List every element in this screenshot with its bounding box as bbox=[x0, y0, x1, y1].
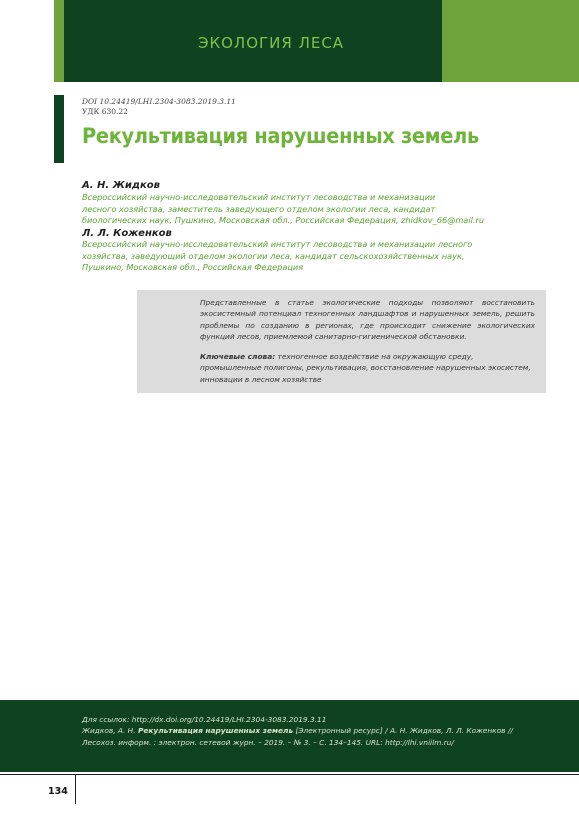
citation-line[interactable]: Лесохоз. информ. : электрон. сетевой журн. – 2019. – № 3. – С. 134–145. URL: http://lhi.vniilm.ru/ bbox=[82, 737, 454, 747]
author-name: А. Н. Жидков bbox=[82, 180, 160, 191]
header-green-block bbox=[442, 0, 579, 82]
article-title: Рекультивация нарушенных земель bbox=[82, 124, 479, 149]
doi-text[interactable]: DOI 10.24419/LHI.2304-3083.2019.3.11 bbox=[82, 97, 236, 106]
citation-title: Рекультивация нарушенных земель bbox=[137, 726, 294, 736]
page-number-divider bbox=[75, 774, 76, 804]
citation-line[interactable]: Для ссылок: http://dx.doi.org/10.24419/LHI.2304-3083.2019.3.11 bbox=[82, 715, 327, 724]
keywords bbox=[200, 351, 535, 385]
bottom-rule bbox=[0, 774, 579, 775]
citation-source: [Электронный ресурс] / А. Н. Жидков, Л. Л. Коженков // bbox=[293, 726, 513, 736]
affiliation-line: лесного хозяйства, заместитель заведующего отделом экологии леса, кандидат bbox=[82, 203, 436, 214]
keywords-label: Ключевые слова: bbox=[200, 352, 276, 361]
author-affiliation bbox=[82, 239, 492, 274]
author-affiliation bbox=[82, 192, 492, 227]
keywords-text: техногенное воздействие на окружающую среду, промышленные полигоны, рекультивация, восстановление нарушенных экосистем, инновации в лесном хозяйстве bbox=[200, 352, 531, 384]
header-accent-stripe bbox=[54, 0, 64, 82]
author-name: Л. Л. Коженков bbox=[82, 228, 172, 239]
citation-authors: Жидков, А. Н. bbox=[82, 726, 138, 736]
citation bbox=[82, 714, 522, 748]
title-side-bar bbox=[54, 95, 64, 163]
citation-line bbox=[82, 725, 522, 736]
abstract-text: Представленные в статье экологические подходы позволяют восстановить экосистемный потенциал техногенных ландшафтов и нарушенных земель, решить проблемы по созданию в регионах, где происходит снижение экологических функций лесов, приемлемой санитарно-гигиенической обстановки. bbox=[200, 298, 535, 341]
section-title: ЭКОЛОГИЯ ЛЕСА bbox=[198, 34, 345, 52]
page-number: 134 bbox=[48, 786, 68, 797]
udk-text: УДК 630.22 bbox=[82, 107, 128, 116]
affiliation-line: биологических наук, Пушкино, Московская обл., Российская Федерация, zhidkov_66@mail.ru bbox=[82, 215, 485, 225]
affiliation-line: Всероссийский научно-исследовательский институт лесоводства и механизации лесного bbox=[82, 239, 473, 249]
affiliation-line: Пушкино, Московская обл., Российская Федерация bbox=[82, 262, 304, 272]
affiliation-line: Всероссийский научно-исследовательский институт лесоводства и механизации bbox=[82, 192, 436, 202]
affiliation-line: хозяйства, заведующий отделом экологии леса, кандидат сельскохозяйственных наук, bbox=[82, 250, 465, 261]
